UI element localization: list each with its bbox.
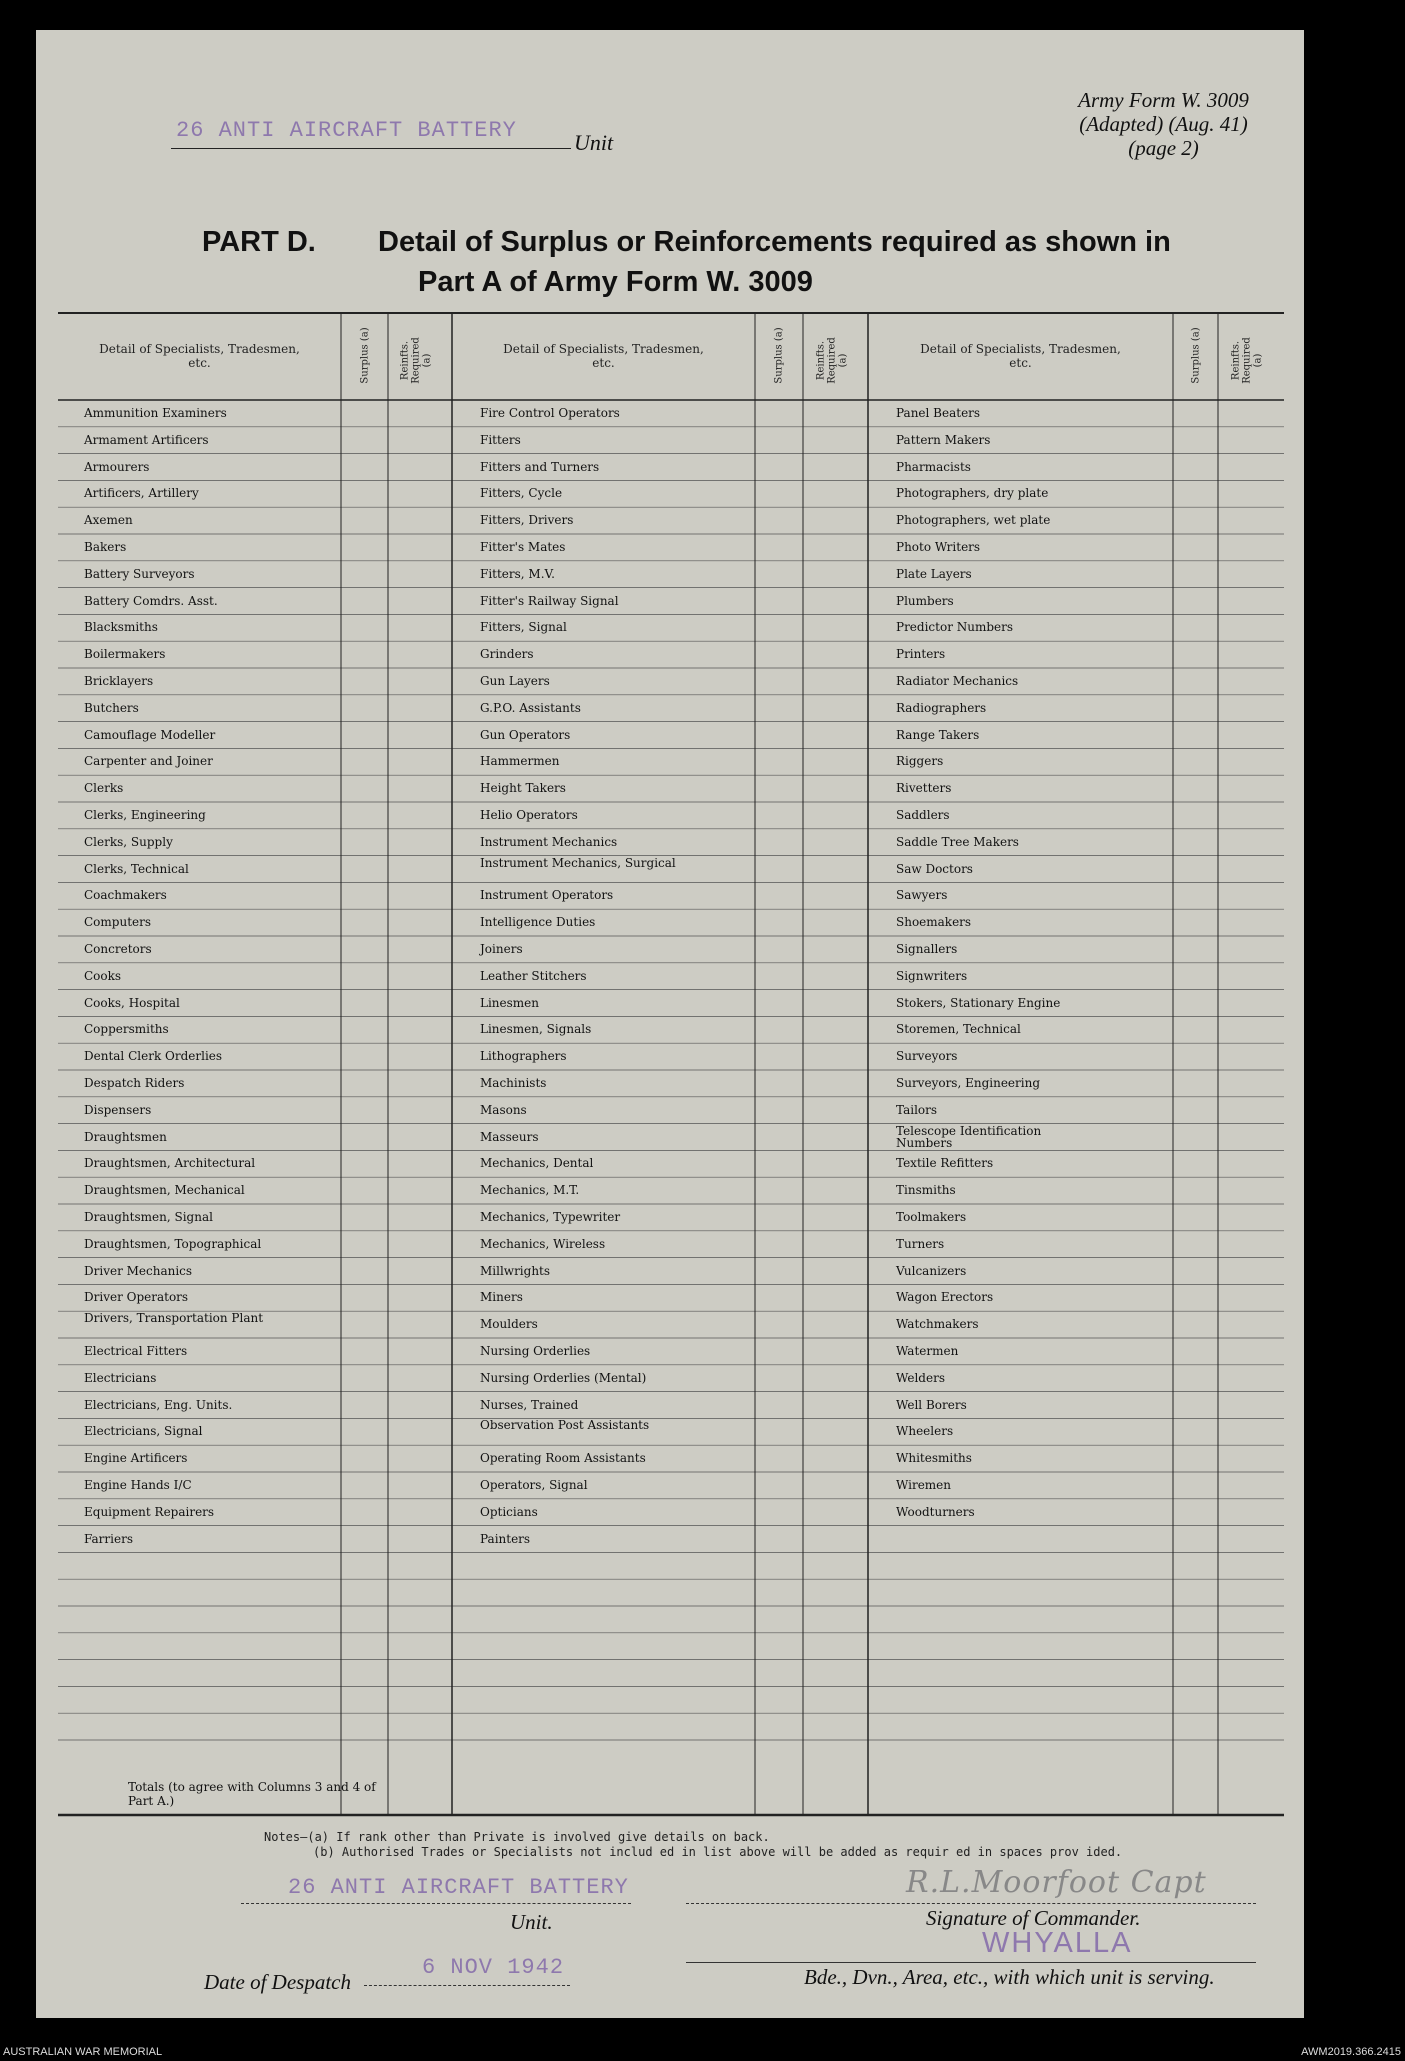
reinfts-header: Reinfts. Required (a) (815, 337, 848, 384)
specialist-entry: Signallers (896, 942, 958, 956)
specialist-entry: Helio Operators (480, 808, 578, 822)
column-header: Detail of Specialists, Tradesmen, etc. (920, 342, 1121, 370)
specialist-entry: Panel Beaters (896, 406, 981, 420)
specialist-entry: Despatch Riders (84, 1076, 185, 1090)
reinfts-header: Reinfts. Required (a) (399, 337, 433, 384)
specialist-entry: Gun Operators (480, 727, 571, 742)
specialist-entry: Clerks, Technical (84, 861, 189, 876)
column-header: Detail of Specialists, Tradesmen, etc. (99, 342, 300, 370)
specialist-entry: Fitters (480, 432, 521, 447)
specialist-entry: Electrical Fitters (84, 1344, 188, 1358)
form-id-line-1: Army Form W. 3009 (1078, 88, 1249, 112)
specialist-entry: Masons (480, 1102, 527, 1117)
unit-label: Unit (574, 130, 614, 155)
specialist-entry: Armourers (84, 459, 150, 474)
specialist-entry: Mechanics, Wireless (480, 1236, 606, 1251)
specialist-entry: Painters (480, 1531, 531, 1546)
specialist-entry: Instrument Mechanics (480, 834, 618, 849)
specialist-entry: Saw Doctors (896, 861, 973, 876)
specialist-entry: Fitters, M.V. (480, 566, 555, 581)
specialist-entry: Woodturners (896, 1504, 975, 1519)
bde-label: Bde., Dvn., Area, etc., with which unit is serving. (804, 1965, 1215, 1989)
specialist-entry: Fire Control Operators (480, 406, 620, 420)
specialist-entry: Printers (896, 647, 946, 662)
specialist-entry: Coppersmiths (84, 1022, 169, 1037)
specialist-entry: Photographers, dry plate (896, 486, 1049, 501)
specialist-entry: Photo Writers (896, 540, 981, 554)
specialist-entry: Moulders (480, 1317, 538, 1332)
part-label: PART D. (202, 226, 316, 258)
specialist-entry: Fitter's Mates (480, 540, 566, 554)
specialist-entry: Instrument Operators (480, 888, 614, 903)
specialist-entry: Draughtsmen (84, 1129, 167, 1144)
specialist-entry: Intelligence Duties (480, 915, 596, 930)
specialist-entry: Photographers, wet plate (896, 513, 1051, 528)
specialist-entry: Surveyors, Engineering (896, 1076, 1041, 1090)
specialist-entry: Fitters, Drivers (480, 513, 574, 528)
specialist-entry: Height Takers (480, 781, 566, 796)
surplus-header: Surplus (a) (1190, 327, 1201, 384)
specialist-entry: Shoemakers (896, 915, 972, 930)
specialist-entry: Plate Layers (896, 566, 972, 581)
specialist-entry: Coachmakers (84, 888, 167, 903)
form-paper (36, 30, 1304, 2018)
specialist-entry: Surveyors (896, 1049, 958, 1064)
archive-credit: AUSTRALIAN WAR MEMORIAL (3, 2046, 163, 2058)
unit-typed-value: 26 ANTI AIRCRAFT BATTERY (176, 118, 517, 143)
specialist-entry: Turners (896, 1236, 945, 1251)
specialist-entry: Draughtsmen, Architectural (84, 1156, 256, 1171)
specialist-entry: Cooks, Hospital (84, 995, 180, 1010)
specialist-entry: Axemen (84, 513, 133, 528)
specialist-entry: Linesmen (480, 995, 540, 1010)
table-grid (58, 312, 1284, 1832)
specialist-entry: Clerks, Engineering (84, 808, 206, 822)
specialist-entry: Bakers (84, 540, 127, 554)
specialist-entry: Well Borers (896, 1397, 967, 1412)
specialist-entry: Computers (84, 915, 152, 930)
specialist-entry: Fitters, Signal (480, 620, 567, 635)
specialist-entry: Concretors (84, 942, 152, 956)
specialist-entry: Plumbers (896, 593, 954, 608)
specialist-entry: Telescope Identification Numbers (896, 1123, 1042, 1150)
specialist-entry: Operators, Signal (480, 1478, 588, 1492)
title-line-1: Detail of Surplus or Reinforcements required as shown in (378, 226, 1171, 258)
specialist-entry: Pattern Makers (896, 432, 991, 447)
specialist-entry: Nursing Orderlies (480, 1344, 591, 1358)
surplus-header: Surplus (a) (773, 327, 785, 384)
specialist-entry: Toolmakers (896, 1210, 967, 1224)
form-id-line-3: (page 2) (1128, 136, 1199, 160)
unit-stamp-bottom: 26 ANTI AIRCRAFT BATTERY (288, 1875, 629, 1900)
specialist-entry: Opticians (480, 1504, 538, 1519)
specialist-entry: Hammermen (480, 754, 560, 769)
surplus-header: Surplus (a) (359, 327, 370, 384)
specialist-entry: Pharmacists (896, 459, 971, 474)
specialist-entry: Farriers (84, 1531, 133, 1546)
unit-bottom-label: Unit. (510, 1910, 553, 1934)
column-header: Detail of Specialists, Tradesmen, etc. (503, 342, 704, 370)
specialist-entry: Riggers (896, 754, 944, 769)
specialist-entry: Battery Surveyors (84, 566, 195, 581)
signature-line (686, 1903, 1256, 1904)
specialist-entry: Miners (480, 1290, 523, 1305)
archive-footer-bar (0, 2044, 1405, 2061)
specialist-entry: Electricians (84, 1370, 157, 1385)
specialist-entry: Carpenter and Joiner (84, 754, 213, 769)
specialist-entry: Electricians, Signal (84, 1424, 203, 1439)
specialist-entry: Nurses, Trained (480, 1397, 579, 1412)
note-a: Notes—(a) If rank other than Private is involved give details on back. (264, 1830, 770, 1844)
specialist-entry: Tailors (896, 1102, 938, 1117)
specialist-entry: Blacksmiths (84, 620, 158, 635)
specialist-entry: Cooks (84, 968, 122, 983)
location-stamp: WHYALLA (982, 1927, 1133, 1959)
notes (264, 1830, 1122, 1860)
specialist-entry: Linesmen, Signals (480, 1022, 592, 1037)
specialist-entry: Watermen (896, 1344, 959, 1358)
part-title (202, 222, 1171, 302)
specialist-entry: Sawyers (896, 888, 948, 903)
specialist-entry: Range Takers (896, 727, 980, 742)
specialist-entry: Wagon Erectors (896, 1290, 994, 1305)
specialist-entry: Millwrights (480, 1263, 551, 1278)
specialist-entry: Electricians, Eng. Units. (84, 1397, 233, 1412)
specialist-entry: Operating Room Assistants (480, 1451, 646, 1466)
specialist-entry: Whitesmiths (896, 1451, 972, 1466)
date-label: Date of Despatch (204, 1970, 351, 1994)
signature-label: Signature of Commander. (926, 1906, 1141, 1930)
unit-underline (171, 148, 571, 149)
specialist-entry: Tinsmiths (896, 1183, 956, 1198)
note-b: (b) Authorised Trades or Specialists not includ ed in list above will be added as requir ed in spaces prov ided. (313, 1845, 1123, 1859)
specialist-entry: Engine Artificers (84, 1451, 188, 1466)
specialist-entry: Watchmakers (896, 1317, 979, 1332)
specialist-entry: Stokers, Stationary Engine (896, 995, 1061, 1010)
specialist-entry: Boilermakers (84, 647, 166, 662)
reinfts-header: Reinfts. Required (a) (1230, 337, 1264, 384)
date-stamp: 6 NOV 1942 (422, 1955, 565, 1980)
specialist-entry: Grinders (480, 647, 534, 662)
specialist-entry: Mechanics, M.T. (480, 1183, 580, 1198)
specialist-entry: Radiator Mechanics (896, 674, 1019, 688)
specialist-entry: Leather Stitchers (480, 968, 587, 983)
specialist-entry: Observation Post Assistants (480, 1418, 650, 1433)
specialist-entry: Wheelers (896, 1424, 954, 1439)
specialist-entry: G.P.O. Assistants (480, 700, 581, 715)
specialist-entry: Butchers (84, 700, 139, 715)
specialist-entry: Radiographers (896, 700, 987, 715)
specialist-entry: Bricklayers (84, 674, 154, 688)
specialist-entry: Fitters and Turners (480, 459, 600, 474)
specialist-entry: Clerks, Supply (84, 834, 173, 849)
specialist-entry: Clerks (84, 781, 124, 796)
specialist-entry: Artificers, Artillery (84, 486, 199, 501)
specialist-entry: Wiremen (896, 1478, 952, 1492)
form-identifier (1036, 88, 1291, 160)
specialist-entry: Masseurs (480, 1129, 539, 1144)
specialist-entry: Joiners (480, 942, 523, 956)
specialist-entry: Storemen, Technical (896, 1022, 1021, 1037)
specialist-entry: Machinists (480, 1076, 547, 1090)
specialist-entry: Lithographers (480, 1049, 567, 1064)
totals-label: Totals (to agree with Columns 3 and 4 of Part A.) (128, 1780, 376, 1808)
specialist-entry: Engine Hands I/C (84, 1478, 192, 1492)
specialist-entry: Rivetters (896, 781, 952, 796)
specialist-entry: Gun Layers (480, 674, 550, 688)
commander-signature: R.L.Moorfoot Capt (906, 1865, 1207, 1900)
specialist-entry: Drivers, Transportation Plant (84, 1311, 264, 1326)
specialist-entry: Equipment Repairers (84, 1504, 215, 1519)
date-line (364, 1985, 570, 1986)
specialist-entry: Nursing Orderlies (Mental) (480, 1370, 647, 1385)
specialist-entry: Draughtsmen, Signal (84, 1210, 213, 1224)
specialist-entry: Draughtsmen, Topographical (84, 1236, 262, 1251)
specialist-entry: Signwriters (896, 968, 968, 983)
form-id-line-2: (Adapted) (Aug. 41) (1079, 112, 1248, 136)
specialist-entry: Saddlers (896, 808, 950, 822)
specialist-entry: Saddle Tree Makers (896, 834, 1019, 849)
specialist-entry: Vulcanizers (896, 1263, 967, 1278)
specialist-entry: Camouflage Modeller (84, 727, 216, 742)
title-line-2: Part A of Army Form W. 3009 (418, 266, 813, 298)
specialist-entry: Mechanics, Dental (480, 1156, 594, 1171)
specialist-entry: Ammunition Examiners (84, 406, 227, 420)
specialist-entry: Draughtsmen, Mechanical (84, 1183, 245, 1198)
specialist-entry: Textile Refitters (896, 1156, 994, 1171)
specialist-entry: Battery Comdrs. Asst. (84, 593, 218, 608)
specialist-entry: Mechanics, Typewriter (480, 1210, 621, 1224)
specialist-entry: Instrument Mechanics, Surgical (480, 855, 676, 870)
archive-ref: AWM2019.366.2415 (1301, 2046, 1401, 2058)
specialist-entry: Fitters, Cycle (480, 486, 563, 501)
specialist-entry: Armament Artificers (84, 432, 209, 447)
specialist-entry: Welders (896, 1370, 945, 1385)
bde-line (686, 1962, 1256, 1963)
specialist-entry: Fitter's Railway Signal (480, 593, 619, 608)
specialist-entry: Dental Clerk Orderlies (84, 1049, 223, 1064)
specialist-entry: Dispensers (84, 1102, 152, 1117)
specialist-entry: Predictor Numbers (896, 620, 1014, 635)
unit-bottom-line (241, 1903, 631, 1904)
specialist-entry: Driver Operators (84, 1290, 189, 1305)
specialist-entry: Driver Mechanics (84, 1263, 193, 1278)
